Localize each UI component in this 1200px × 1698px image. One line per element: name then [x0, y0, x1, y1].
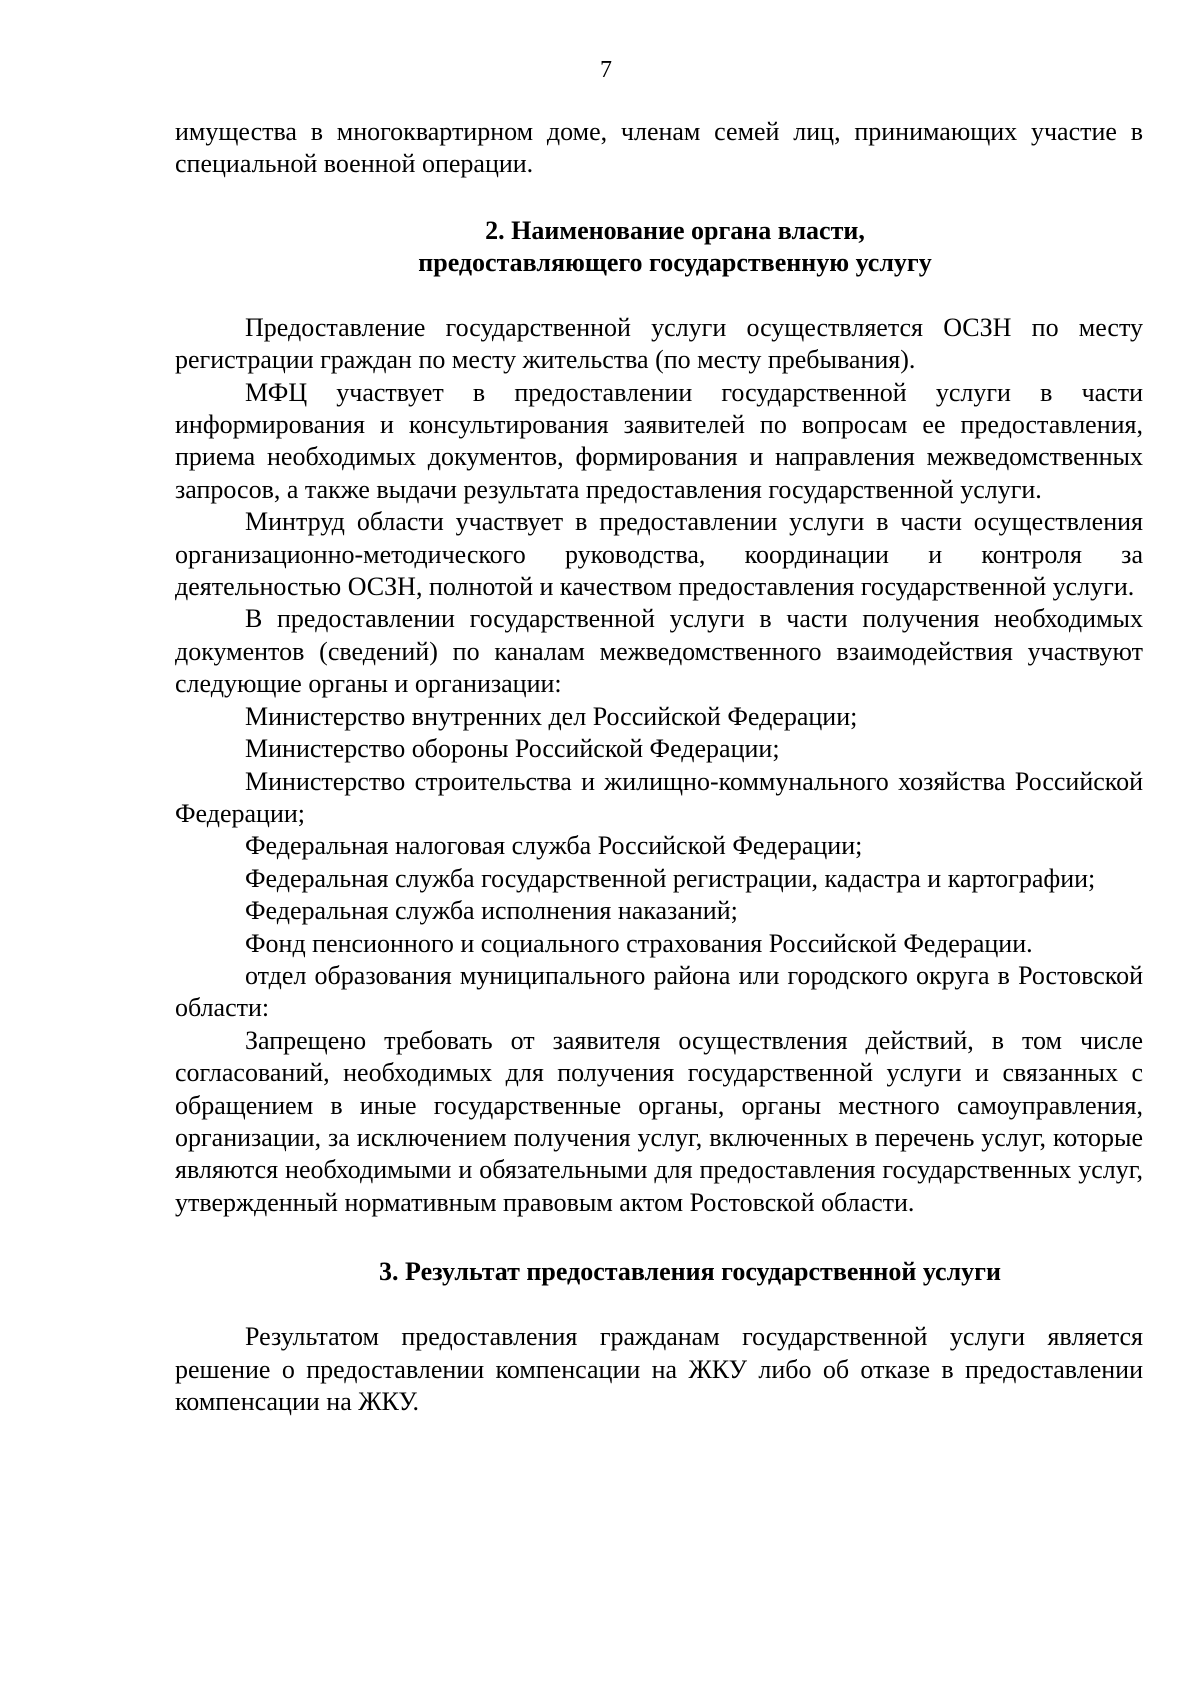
intro-paragraph: имущества в многоквартирном доме, членам семей лиц, принимающих участие в специальной военной операции.: [175, 117, 1143, 179]
paragraph: В предоставлении государственной услуги в части получения необходимых документов (сведений) по каналам межведомственного взаимодействия участвуют следующие органы и организации:: [175, 604, 1143, 699]
paragraph: Результатом предоставления гражданам государственной услуги является решение о предоставлении компенсации на ЖКУ либо об отказе в предоставлении компенсации на ЖКУ.: [175, 1322, 1143, 1416]
document-body: [175, 116, 1143, 1418]
list-item: Фонд пенсионного и социального страхования Российской Федерации.: [245, 928, 1033, 958]
paragraph: Минтруд области участвует в предоставлении услуги в части осуществления организационно-методического руководства, координации и контроля за деятельностью ОСЗН, полнотой и качеством предоставления государственной услуги.: [175, 507, 1143, 602]
list-item: Федеральная служба исполнения наказаний;: [245, 896, 738, 926]
section-2-heading-line-1: 2. Наименование органа власти,: [485, 215, 865, 245]
list-item: Федеральная служба государственной регистрации, кадастра и картографии;: [245, 863, 1096, 893]
paragraph: Запрещено требовать от заявителя осуществления действий, в том числе согласований, необходимых для получения государственной услуги и связанных с обращением в иные государственные органы, органы местного самоуправления, организации, за исключением получения услуг, включенных в перечень услуг, которые являются необходимыми и обязательными для предоставления государственных услуг, утвержденный нормативным правовым актом Ростовской области.: [175, 1025, 1143, 1217]
paragraph: Предоставление государственной услуги осуществляется ОСЗН по месту регистрации граждан по месту жительства (по месту пребывания).: [175, 312, 1143, 375]
list-item: Министерство внутренних дел Российской Федерации;: [245, 701, 858, 731]
section-2-heading-line-2: предоставляющего государственную услугу: [418, 247, 932, 277]
list-item: отдел образования муниципального района или городского округа в Ростовской области:: [175, 960, 1143, 1023]
list-item: Министерство строительства и жилищно-коммунального хозяйства Российской Федерации;: [175, 766, 1143, 828]
paragraph: МФЦ участвует в предоставлении государственной услуги в части информирования и консультирования заявителей по вопросам ее предоставления, приема необходимых документов, формирования и направления межведомственных запросов, а также выдачи результата предоставления государственной услуги.: [175, 377, 1143, 504]
section-2-heading: [175, 215, 1143, 279]
section-3-heading: 3. Результат предоставления государственной услуги: [379, 1257, 1001, 1287]
list-item: Федеральная налоговая служба Российской Федерации;: [245, 831, 863, 861]
page-number: 7: [600, 57, 612, 83]
list-item: Министерство обороны Российской Федерации;: [245, 734, 780, 764]
